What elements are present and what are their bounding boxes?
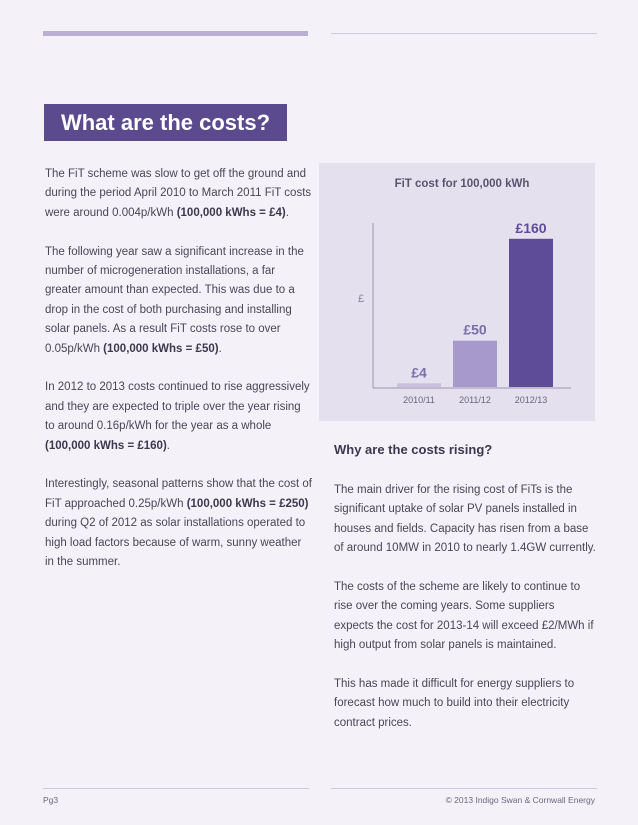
- bar-2011-12: [453, 341, 497, 387]
- paragraph-highlight: (100,000 kWhs = £250): [186, 497, 309, 510]
- section-heading-text: What are the costs?: [60, 109, 271, 135]
- right-column-text: [334, 481, 596, 753]
- bar-2012-13: [509, 239, 553, 387]
- left-column-text: [45, 165, 313, 592]
- paragraph-highlight: (100,000 kWhs = £50): [103, 342, 219, 355]
- paragraph-text: In 2012 to 2013 costs continued to rise aggressively and they are expected to triple over the year rising to around 0.16p/kWh for the year as a whole: [45, 381, 310, 433]
- why-rising-title: Why are the costs rising?: [334, 442, 493, 457]
- paragraph-highlight: (100,000 kWhs = £160): [45, 439, 167, 452]
- fit-cost-bar-chart: [319, 163, 595, 421]
- paragraph-tail: during Q2 of 2012 as solar installations operated to high load factors because of warm, sunny weather in the summer.: [45, 517, 306, 569]
- paragraph-text: The following year saw a significant increase in the number of microgeneration installations, a far greater amount than expected. This was due to a drop in the cost of both purchasing and installing solar panels. As a result FiT costs rose to over 0.05p/kWh: [45, 245, 304, 355]
- chart-title: FiT cost for 100,000 kWh: [394, 178, 530, 190]
- footer-divider-right: [331, 788, 597, 789]
- paragraph-2011: [45, 243, 313, 359]
- bar-value-label: £4: [411, 364, 427, 381]
- paragraph-highlight: (100,000 kWhs = £4): [176, 206, 286, 219]
- bar-2010-11: [397, 383, 441, 387]
- paragraph-tail: .: [166, 439, 170, 452]
- chart-y-axis-label: £: [357, 293, 365, 305]
- paragraph-forecast: This has made it difficult for energy suppliers to forecast how much to build into their electricity contract prices.: [334, 678, 575, 729]
- fit-cost-chart-panel: [319, 163, 595, 421]
- paragraph-main-driver: The main driver for the rising cost of FiTs is the significant uptake of solar PV panels installed in houses and fields. Capacity has risen from a base of around 10MW in 2010 to nearly 1.4GW currently.: [334, 484, 596, 555]
- x-tick-label: 2010/11: [403, 395, 435, 405]
- top-accent-bar: [43, 31, 308, 36]
- bar-value-label: £50: [463, 321, 487, 338]
- page-number: Pg3: [43, 795, 59, 805]
- paragraph-2010: [45, 165, 313, 223]
- paragraph-seasonal: [45, 475, 313, 572]
- section-heading: [44, 104, 287, 141]
- footer-divider-left: [43, 788, 309, 789]
- bar-value-label: £160: [515, 219, 547, 236]
- paragraph-2012: [45, 378, 313, 456]
- top-divider: [331, 33, 597, 34]
- footer-copyright: © 2013 Indigo Swan & Cornwall Energy: [445, 795, 595, 805]
- paragraph-text: The FiT scheme was slow to get off the ground and during the period April 2010 to March 2011 FiT costs were around 0.004p/kWh: [45, 168, 312, 219]
- paragraph-future-costs: The costs of the scheme are likely to continue to rise over the coming years. Some suppliers expects the cost for 2013-14 will exceed £2/MWh if high output from solar panels is maintained.: [334, 581, 594, 652]
- paragraph-tail: .: [285, 206, 289, 219]
- paragraph-tail: .: [218, 342, 222, 355]
- paragraph-text: Interestingly, seasonal patterns show that the cost of FiT approached 0.25p/kWh: [45, 478, 312, 510]
- x-tick-label: 2012/13: [514, 395, 548, 405]
- x-tick-label: 2011/12: [459, 395, 491, 405]
